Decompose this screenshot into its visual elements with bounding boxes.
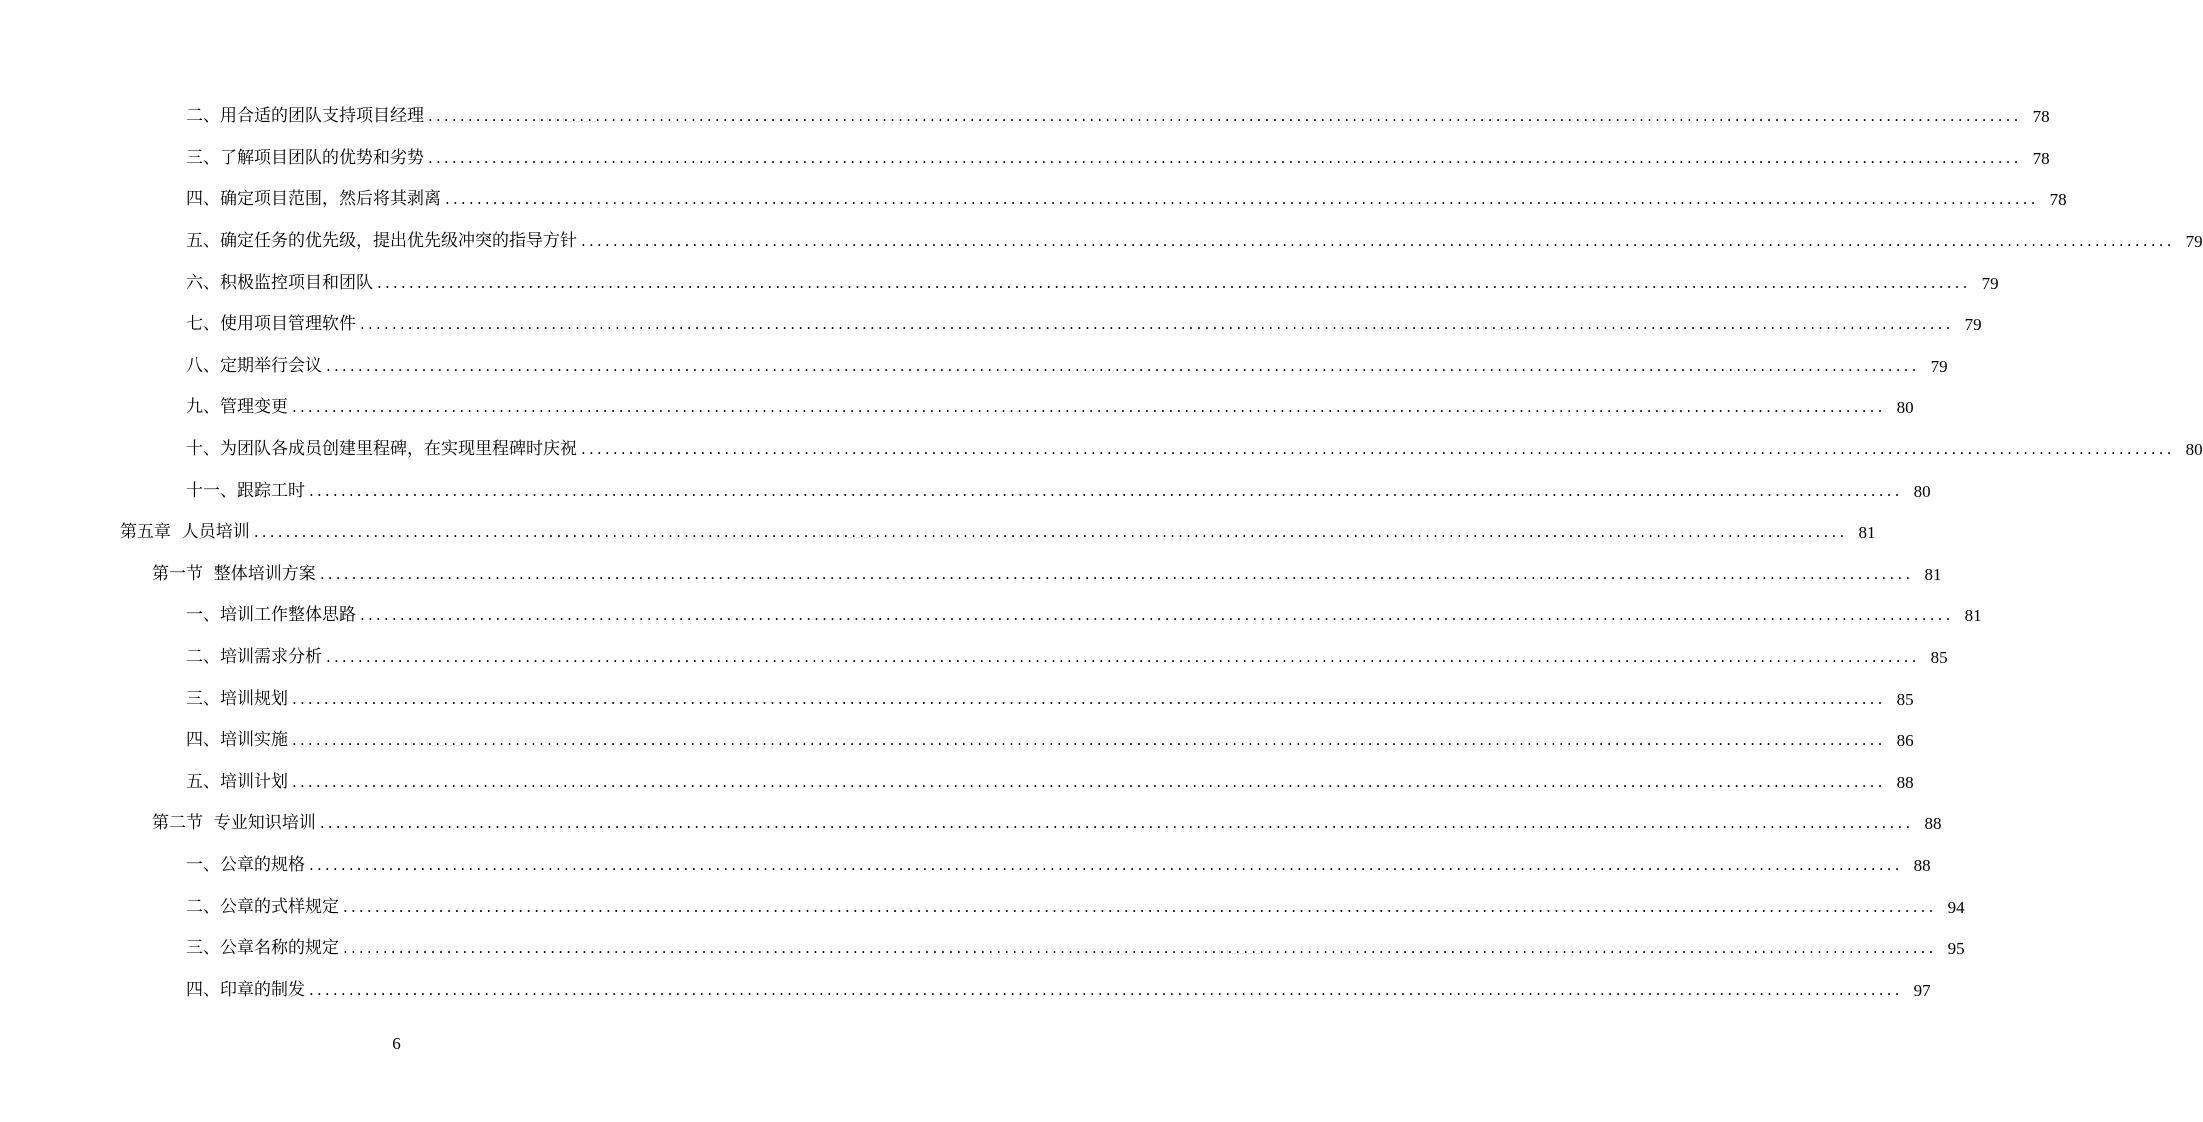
toc-entry-page: 85	[1930, 648, 1948, 668]
toc-entry[interactable]	[0, 969, 1931, 1011]
toc-entry-title: 七、使用项目管理软件	[186, 314, 356, 335]
toc-entry-page: 78	[2032, 107, 2050, 127]
toc-entry-title: 十、为团队各成员创建里程碑，在实现里程碑时庆祝	[186, 439, 577, 460]
toc-entry-page: 95	[1947, 939, 1965, 959]
toc-entry-page: 79	[1930, 356, 1948, 376]
toc-entry-title: 三、公章名称的规定	[186, 938, 339, 959]
toc-entry-title: 五、培训计划	[186, 771, 288, 792]
toc-dot-leader: ........................................................................................................................................................................................................	[292, 731, 1886, 750]
toc-entry-title: 十一、跟踪工时	[186, 480, 305, 501]
toc-entry-page: 81	[1924, 564, 1942, 584]
toc-entry[interactable]	[0, 928, 1965, 970]
toc-dot-leader: ........................................................................................................................................................................................................	[360, 606, 1954, 625]
toc-entry[interactable]	[0, 138, 2050, 180]
toc-dot-leader: ........................................................................................................................................................................................................	[292, 772, 1886, 791]
toc-entry-title: 四、印章的制发	[186, 979, 305, 1000]
toc-entry-title: 第一节 整体培训方案	[152, 563, 316, 584]
toc-entry-page: 79	[1964, 315, 1982, 335]
toc-entry[interactable]	[0, 678, 1914, 720]
toc-entry[interactable]	[0, 96, 2050, 138]
toc-entry[interactable]	[0, 845, 1931, 887]
toc-dot-leader: ........................................................................................................................................................................................................	[319, 564, 1914, 583]
toc-entry-page: 97	[1913, 980, 1931, 1000]
toc-entry[interactable]	[0, 637, 1948, 679]
toc-dot-leader: ........................................................................................................................................................................................................	[581, 440, 2175, 459]
toc-dot-leader: ........................................................................................................................................................................................................	[309, 980, 1903, 999]
toc-entry-page: 80	[1896, 398, 1914, 418]
toc-entry[interactable]	[0, 762, 1914, 804]
toc-entry-title: 二、培训需求分析	[186, 647, 322, 668]
toc-dot-leader: ........................................................................................................................................................................................................	[309, 855, 1903, 874]
toc-dot-leader: ........................................................................................................................................................................................................	[326, 648, 1920, 667]
toc-entry-page: 78	[2032, 148, 2050, 168]
toc-entry-page: 80	[1913, 481, 1931, 501]
toc-entry-title: 第五章 人员培训	[120, 522, 250, 543]
toc-entry-title: 四、确定项目范围，然后将其剥离	[186, 189, 441, 210]
toc-dot-leader: ........................................................................................................................................................................................................	[428, 107, 2022, 126]
toc-entry-page: 88	[1896, 772, 1914, 792]
toc-entry-page: 81	[1964, 606, 1982, 626]
toc-entry-page: 85	[1896, 689, 1914, 709]
page-number: 6	[392, 1034, 401, 1053]
toc-entry-title: 二、公章的式样规定	[186, 896, 339, 917]
toc-entry-page: 94	[1947, 897, 1965, 917]
toc-entry[interactable]	[0, 720, 1914, 762]
toc-dot-leader: ........................................................................................................................................................................................................	[253, 523, 1848, 542]
toc-entry-title: 一、公章的规格	[186, 854, 305, 875]
toc-entry-title: 四、培训实施	[186, 730, 288, 751]
toc-entry-page: 78	[2049, 190, 2067, 210]
toc-entry-page: 81	[1858, 523, 1876, 543]
toc-entry[interactable]	[0, 262, 1999, 304]
toc-chapter-entry[interactable]	[0, 512, 1876, 554]
toc-entry-title: 八、定期举行会议	[186, 355, 322, 376]
toc-entry[interactable]	[0, 221, 2203, 263]
toc-entry-title: 五、确定任务的优先级，提出优先级冲突的指导方针	[186, 231, 577, 252]
toc-entry-title: 一、培训工作整体思路	[186, 605, 356, 626]
toc-entry-page: 86	[1896, 731, 1914, 751]
table-of-contents	[0, 96, 2203, 1011]
toc-entry-title: 三、培训规划	[186, 688, 288, 709]
toc-entry-page: 80	[2185, 440, 2203, 460]
toc-entry[interactable]	[0, 304, 1982, 346]
toc-entry[interactable]	[0, 886, 1965, 928]
toc-dot-leader: ........................................................................................................................................................................................................	[326, 356, 1920, 375]
toc-dot-leader: ........................................................................................................................................................................................................	[445, 190, 2039, 209]
toc-entry-title: 九、管理变更	[186, 397, 288, 418]
toc-dot-leader: ........................................................................................................................................................................................................	[360, 315, 1954, 334]
toc-dot-leader: ........................................................................................................................................................................................................	[343, 939, 1937, 958]
toc-entry[interactable]	[0, 595, 1982, 637]
toc-dot-leader: ........................................................................................................................................................................................................	[581, 232, 2175, 251]
toc-entry[interactable]	[0, 429, 2203, 471]
toc-dot-leader: ........................................................................................................................................................................................................	[377, 273, 1971, 292]
toc-dot-leader: ........................................................................................................................................................................................................	[319, 814, 1914, 833]
toc-entry[interactable]	[0, 470, 1931, 512]
toc-section-entry[interactable]	[0, 554, 1942, 596]
toc-entry[interactable]	[0, 179, 2067, 221]
toc-entry-page: 79	[2185, 232, 2203, 252]
toc-dot-leader: ........................................................................................................................................................................................................	[428, 148, 2022, 167]
toc-dot-leader: ........................................................................................................................................................................................................	[309, 481, 1903, 500]
toc-section-entry[interactable]	[0, 803, 1942, 845]
toc-entry[interactable]	[0, 346, 1948, 388]
toc-entry-title: 二、用合适的团队支持项目经理	[186, 106, 424, 127]
toc-dot-leader: ........................................................................................................................................................................................................	[343, 897, 1937, 916]
toc-dot-leader: ........................................................................................................................................................................................................	[292, 689, 1886, 708]
toc-entry-title: 六、积极监控项目和团队	[186, 272, 373, 293]
toc-entry-title: 第二节 专业知识培训	[152, 813, 316, 834]
toc-entry-title: 三、了解项目团队的优势和劣势	[186, 147, 424, 168]
toc-dot-leader: ........................................................................................................................................................................................................	[292, 398, 1886, 417]
toc-entry[interactable]	[0, 387, 1914, 429]
toc-entry-page: 88	[1913, 855, 1931, 875]
toc-entry-page: 79	[1981, 273, 1999, 293]
toc-entry-page: 88	[1924, 814, 1942, 834]
